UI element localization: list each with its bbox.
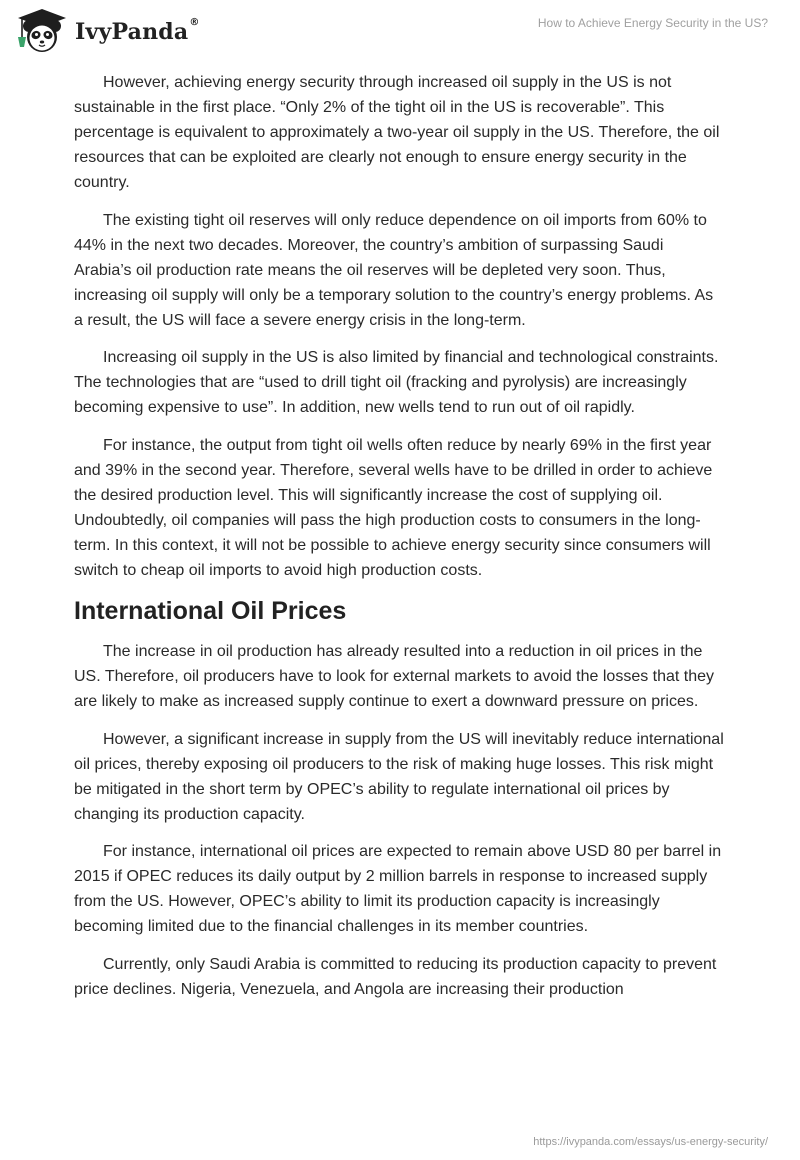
panda-logo-icon: [14, 7, 70, 55]
essay-content: [74, 70, 724, 1014]
section-heading: International Oil Prices: [74, 597, 347, 625]
paragraph: Increasing oil supply in the US is also limited by financial and technological constraints. The technologies that are “used to drill tight oil (fracking and pyrolysis) are increasingly becoming expensive to use”. In addition, new wells tend to run out of oil rapidly.: [74, 349, 719, 416]
paragraph: For instance, the output from tight oil wells often reduce by nearly 69% in the first year and 39% in the second year. Therefore, several wells have to be drilled in order to achieve the desired production level. This will significantly increase the cost of supplying oil. Undoubtedly, oil companies will pass the high production costs to consumers in the long-term. In this context, it will not be possible to achieve energy security since consumers will switch to cheap oil imports to avoid high production costs.: [74, 436, 713, 579]
paragraph: However, a significant increase in supply from the US will inevitably reduce international oil prices, thereby exposing oil producers to the risk of making huge losses. This risk might be mitigated in the short term by OPEC’s ability to regulate international oil prices by changing its production capacity.: [74, 730, 724, 823]
paragraph: Currently, only Saudi Arabia is committed to reducing its production capacity to prevent price declines. Nigeria, Venezuela, and Angola are increasing their production: [74, 955, 717, 998]
page-header: [0, 0, 800, 66]
paragraph: However, achieving energy security through increased oil supply in the US is not sustainable in the first place. “Only 2% of the tight oil in the US is recoverable”. This percentage is equivalent to approximately a two-year oil supply in the US. Therefore, the oil resources that can be exploited are clearly not enough to ensure energy security in the country.: [74, 74, 720, 191]
paragraph: For instance, international oil prices are expected to remain above USD 80 per barrel in 2015 if OPEC reduces its daily output by 2 million barrels in response to increased supply from the US. However, OPEC’s ability to limit its production capacity is increasingly becoming limited due to the financial challenges in its member countries.: [74, 843, 722, 935]
paragraph: The increase in oil production has already resulted into a reduction in oil prices in the US. Therefore, oil producers have to look for external markets to avoid the losses that they are likely to make as increased supply continue to exert a downward pressure on prices.: [74, 643, 715, 710]
source-url[interactable]: https://ivypanda.com/essays/us-energy-security/: [533, 1136, 768, 1148]
document-title: How to Achieve Energy Security in the US?: [537, 16, 768, 30]
registered-mark: ®: [189, 17, 200, 28]
ivypanda-logo[interactable]: [14, 7, 200, 55]
brand-name: IvyPanda®: [75, 17, 200, 45]
paragraph: The existing tight oil reserves will only reduce dependence on oil imports from 60% to 44% in the next two decades. Moreover, the country’s ambition of surpassing Saudi Arabia’s oil production rate means the oil reserves will be depleted very soon. Thus, increasing oil supply will only be a temporary solution to the country’s energy problems. As a result, the US will face a severe energy crisis in the long-term.: [74, 211, 714, 329]
